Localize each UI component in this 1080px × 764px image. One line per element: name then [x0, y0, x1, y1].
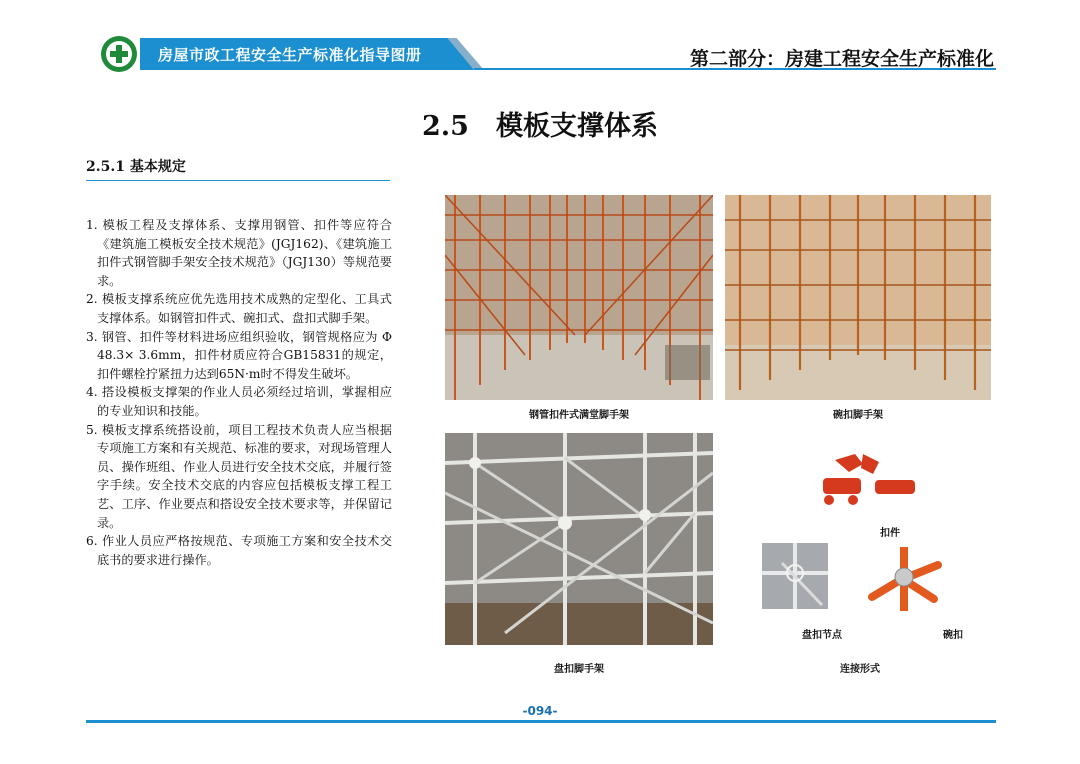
- caption-disk-node: 盘扣节点: [802, 630, 842, 641]
- page-title: 2.5 模板支撑体系: [422, 111, 658, 142]
- page-number: -094-: [522, 704, 558, 718]
- rule-item: 3. 钢管、扣件等材料进场应组织验收，钢管规格应为 Φ 48.3× 3.6mm，扣件材质应符合GB15831的规定，扣件螺栓拧紧扭力达到65N·m时不得发生破坏。: [86, 329, 392, 381]
- steel-pipe-scaffold-photo: [445, 195, 713, 400]
- caption-bowl-buckle: 碗扣: [943, 630, 963, 641]
- disk-node-photo: [762, 543, 828, 609]
- rule-item: 2. 模板支撑系统应优先选用技术成熟的定型化、工具式支撑体系。如钢管扣件式、碗扣式、盘扣式脚手架。: [86, 292, 392, 325]
- logo-icon: [101, 36, 137, 72]
- caption-disk-lock-scaffold: 盘扣脚手架: [554, 664, 604, 675]
- rule-item: 4. 搭设模板支撑架的作业人员必须经过培训，掌握相应的专业知识和技能。: [86, 385, 392, 418]
- rule-item: 5. 模板支撑系统搭设前，项目工程技术负责人应当根据专项施工方案和有关规范、标准的要求，对现场管理人员、操作班组、作业人员进行安全技术交底，并履行签字手续。安全技术交底的内容应包括模板支撑工程工艺、工序、作业要点和搭设安全技术要求等，并保留记录。: [86, 422, 392, 530]
- rule-item: 6. 作业人员应严格按规范、专项施工方案和安全技术交底书的要求进行操作。: [86, 534, 392, 567]
- bowl-buckle-photo: [866, 547, 942, 611]
- caption-steel-pipe-scaffold: 钢管扣件式满堂脚手架: [529, 410, 629, 421]
- rules-list: [86, 216, 392, 569]
- caption-fastener: 扣件: [880, 528, 900, 539]
- subsection-title: 2.5.1 基本规定: [86, 159, 186, 175]
- rule-item: 1. 模板工程及支撑体系、支撑用钢管、扣件等应符合《建筑施工模板安全技术规范》(JGJ162)、《建筑施工扣件式钢管脚手架安全技术规范》（JGJ130）等规范要求。: [86, 218, 392, 288]
- disk-lock-scaffold-photo: [445, 433, 713, 645]
- fastener-illustration: [815, 450, 925, 520]
- part-title: 第二部分：房建工程安全生产标准化: [689, 48, 994, 70]
- bowl-buckle-scaffold-photo: [725, 195, 991, 400]
- footer-divider: [86, 720, 996, 723]
- caption-bowl-buckle-scaffold: 碗扣脚手架: [833, 410, 883, 421]
- book-title: 房屋市政工程安全生产标准化指导图册: [158, 46, 422, 64]
- caption-connection-form: 连接形式: [840, 664, 880, 675]
- subsection-divider: [86, 180, 390, 181]
